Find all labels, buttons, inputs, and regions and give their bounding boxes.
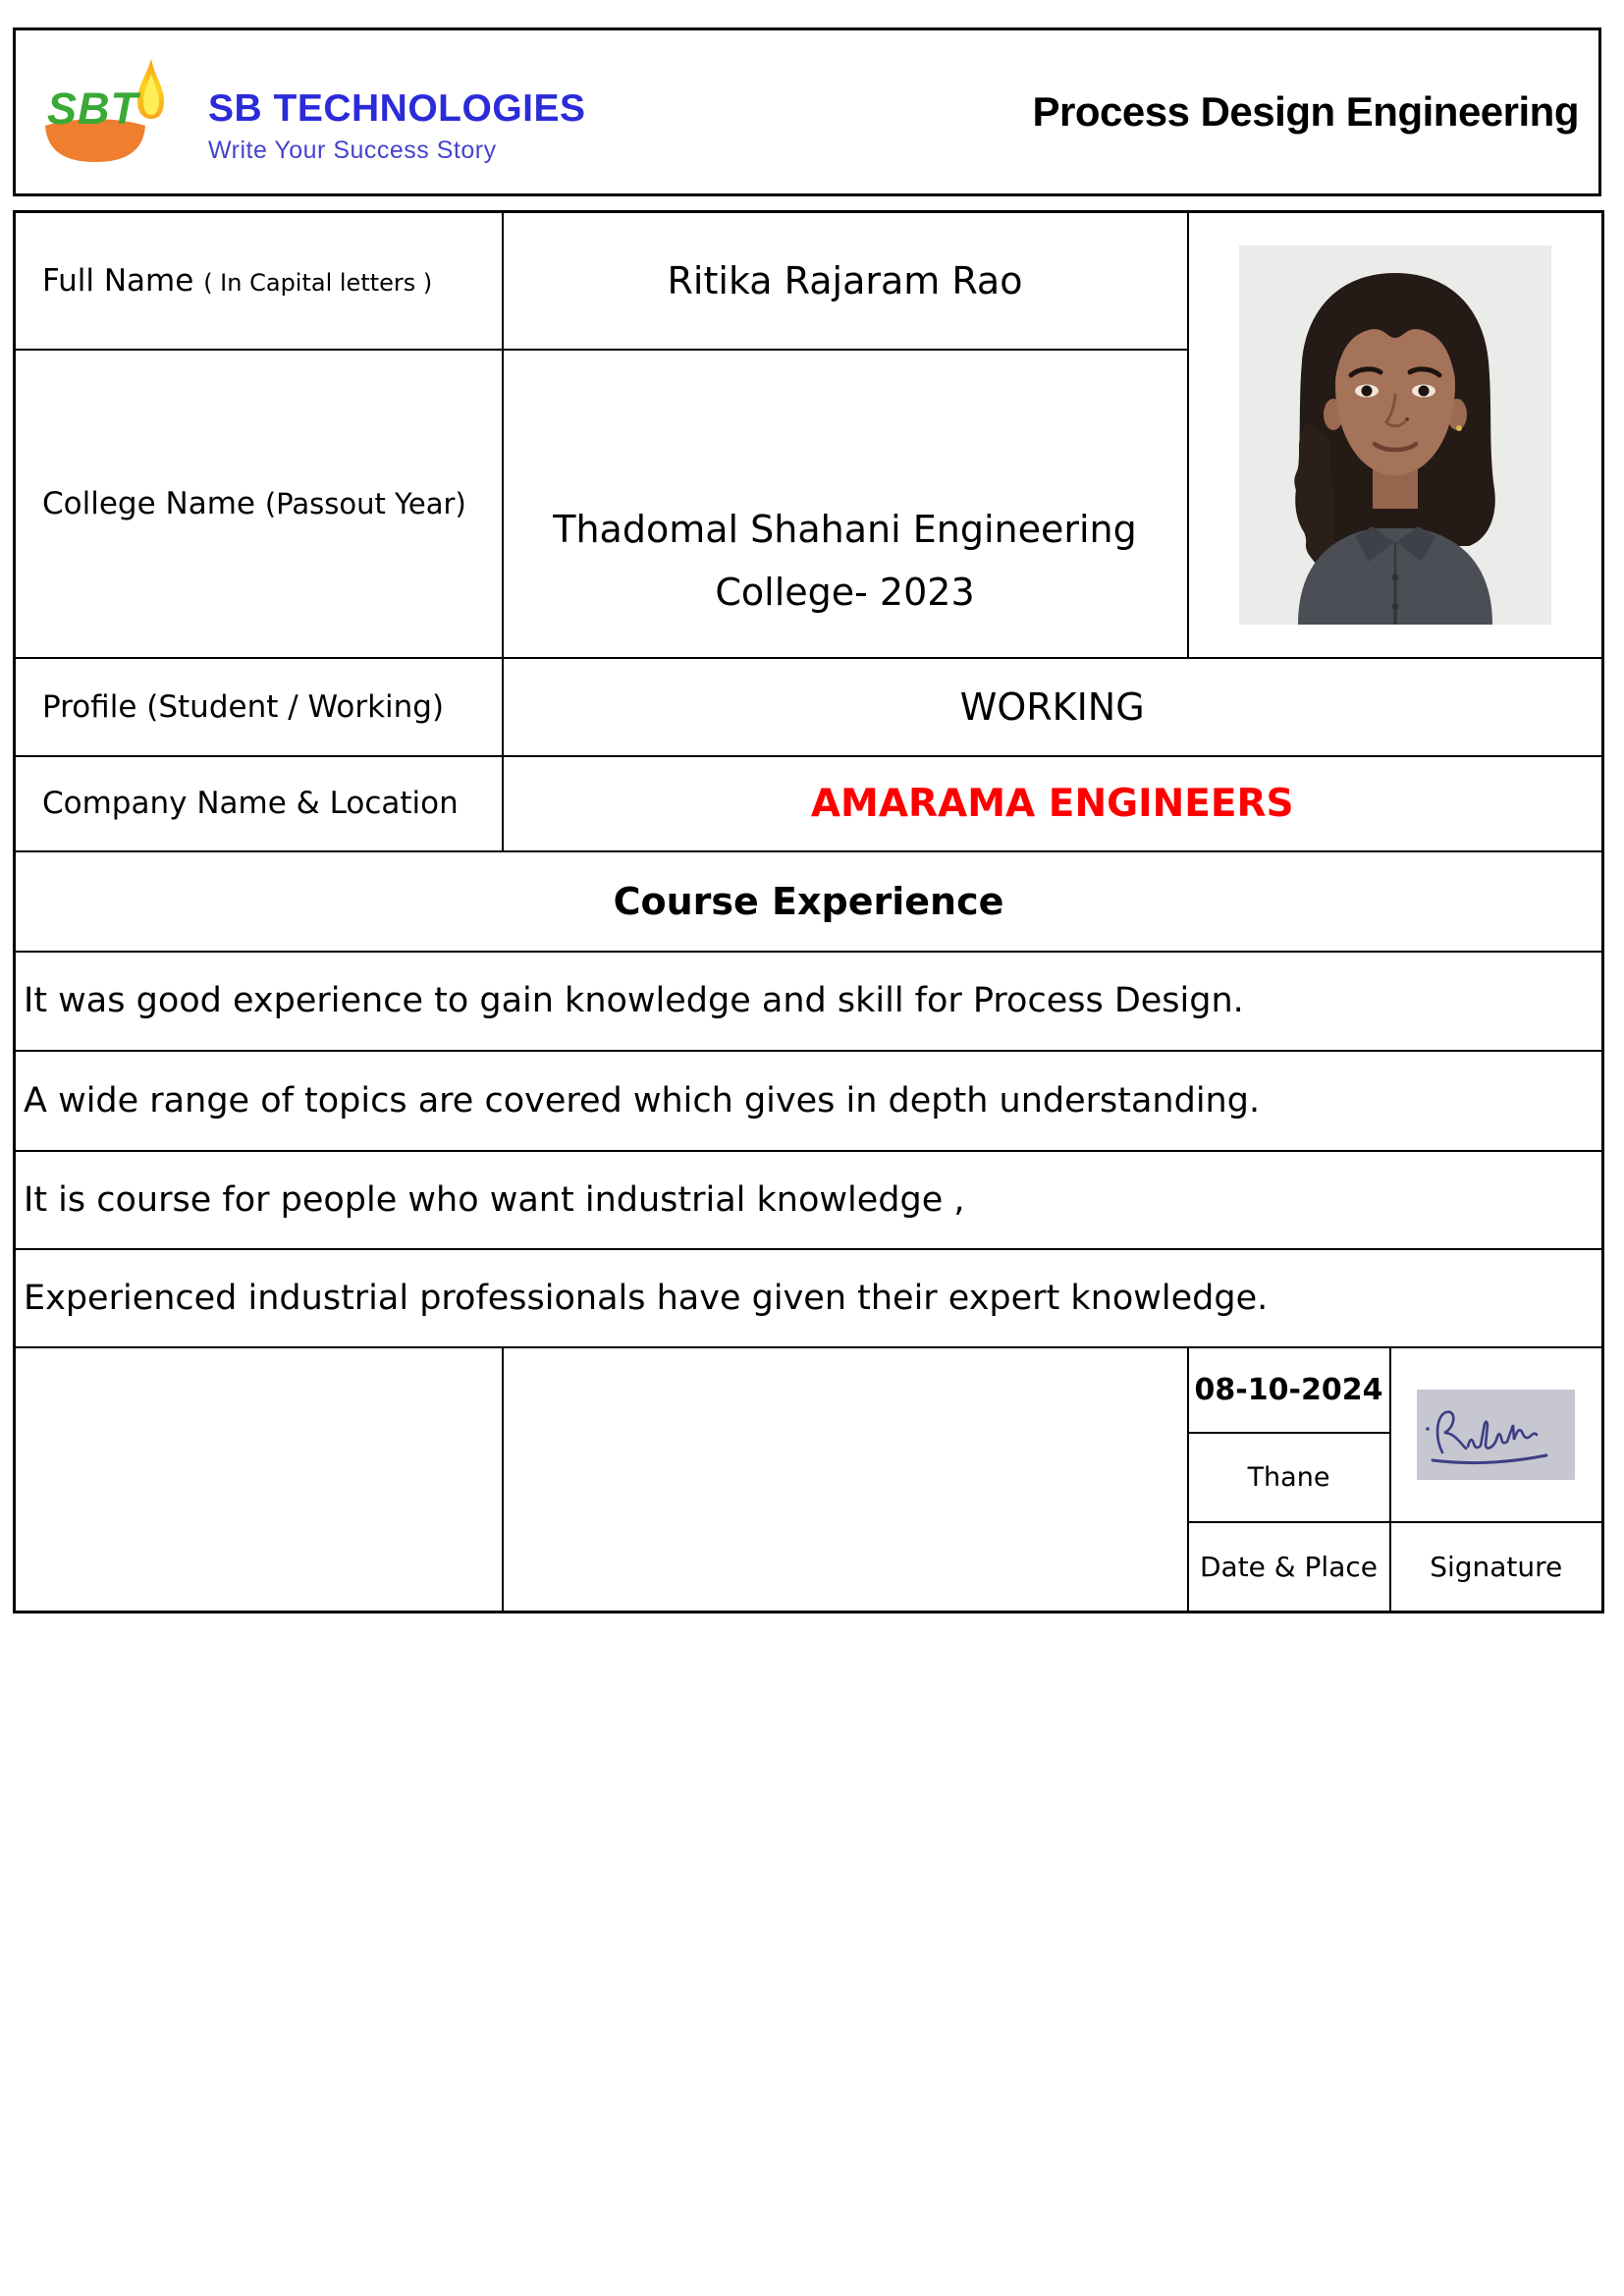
company-value: AMARAMA ENGINEERS [503, 756, 1603, 851]
table-row [15, 1347, 1603, 1433]
table-row [15, 851, 1603, 952]
iris-right [1418, 385, 1429, 396]
nose-stud [1405, 417, 1409, 421]
place-value: Thane [1188, 1433, 1390, 1522]
full-name-note: ( In Capital letters ) [203, 268, 433, 297]
college-value-line1: Thadomal Shahani Engineering [553, 507, 1137, 551]
college-note: (Passout Year) [264, 486, 466, 520]
signature-label: Signature [1390, 1522, 1603, 1613]
logo-monogram: SBT [47, 83, 138, 134]
table-row [15, 1051, 1603, 1151]
experience-item-2: A wide range of topics are covered which gives in depth understanding. [15, 1051, 1603, 1151]
table-row [15, 1249, 1603, 1347]
logo-company-name: SB TECHNOLOGIES [208, 87, 586, 130]
signature-image [1417, 1390, 1575, 1480]
diya-flame-icon [135, 58, 167, 121]
course-experience-heading: Course Experience [15, 851, 1603, 952]
student-photo [1239, 246, 1551, 625]
logo-tagline: Write Your Success Story [208, 137, 497, 164]
date-place-label: Date & Place [1188, 1522, 1390, 1613]
footer-blank-cell-mid [503, 1347, 1188, 1613]
full-name-label-cell [15, 212, 503, 350]
earring [1456, 425, 1462, 431]
profile-value: WORKING [503, 658, 1603, 756]
experience-item-1: It was good experience to gain knowledge and skill for Process Design. [15, 952, 1603, 1051]
full-name-value: Ritika Rajaram Rao [503, 212, 1188, 350]
photo-cell [1188, 212, 1603, 658]
date-value: 08-10-2024 [1188, 1347, 1390, 1433]
shirt-button [1391, 574, 1398, 580]
company-label: Company Name & Location [15, 756, 503, 851]
signature-cell [1390, 1347, 1603, 1522]
experience-item-3: It is course for people who want industrial knowledge , [15, 1151, 1603, 1249]
table-row [15, 212, 1603, 350]
college-label-cell [15, 350, 503, 658]
table-row [15, 952, 1603, 1051]
shirt-button [1391, 603, 1398, 610]
table-row [15, 1151, 1603, 1249]
logo-text [208, 87, 586, 165]
full-name-label: Full Name [42, 262, 194, 299]
feedback-table [13, 210, 1604, 1613]
table-row [15, 658, 1603, 756]
course-title: Process Design Engineering [1032, 88, 1579, 135]
college-value-line2: College- 2023 [715, 570, 975, 614]
table-row [15, 756, 1603, 851]
experience-item-4: Experienced industrial professionals have given their expert knowledge. [15, 1249, 1603, 1347]
college-value [503, 350, 1188, 658]
profile-label: Profile (Student / Working) [15, 658, 503, 756]
footer-blank-cell-left [15, 1347, 503, 1613]
sb-technologies-logo [43, 54, 652, 178]
college-label: College Name [42, 485, 255, 521]
iris-left [1361, 385, 1372, 396]
header [13, 27, 1601, 196]
